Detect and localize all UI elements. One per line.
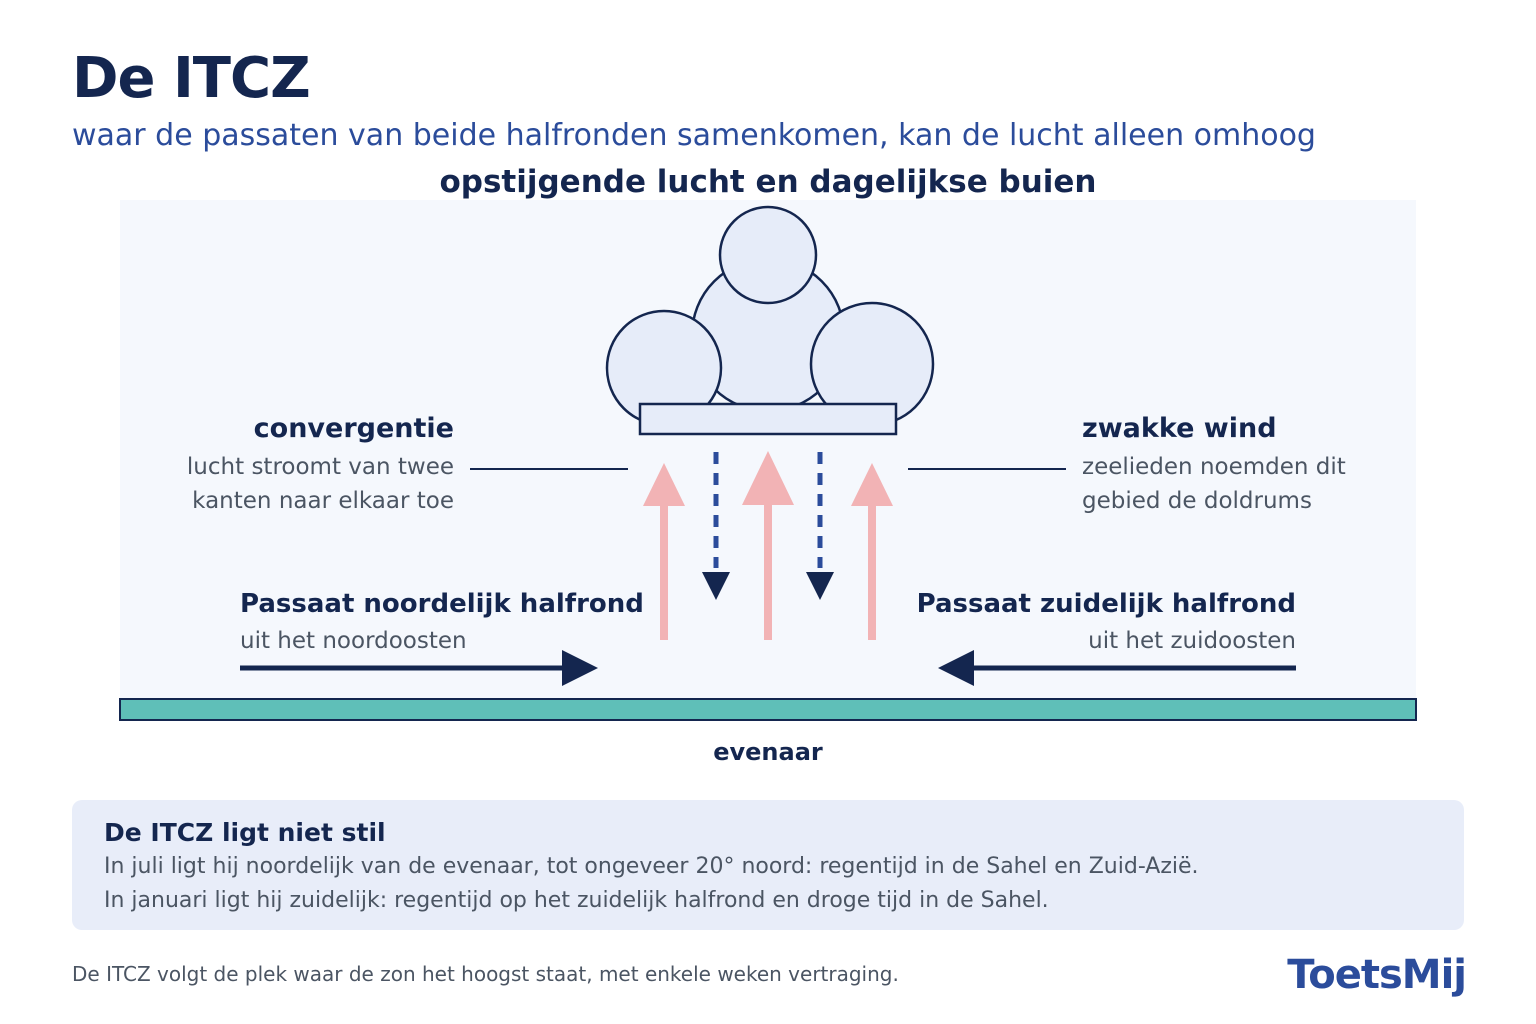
info-line-july: In juli ligt hij noordelijk van de evenaar, tot ongeveer 20° noord: regentijd in de Sahel en Zuid-Azië. [104, 854, 1199, 879]
rising-air-arrows [643, 451, 893, 640]
page-subtitle: waar de passaten van beide halfronden samenkomen, kan de lucht alleen omhoog [72, 118, 1316, 153]
equator-label: evenaar [713, 738, 823, 766]
weak-wind-line-1: zeelieden noemden dit [1082, 454, 1346, 480]
trade-wind-south-text: uit het zuidoosten [1088, 628, 1296, 654]
info-title: De ITCZ ligt niet stil [104, 818, 386, 847]
rising-arrow-center-head [742, 451, 794, 505]
equator-band [120, 699, 1416, 720]
trade-wind-north-text: uit het noordoosten [240, 628, 467, 654]
info-line-january: In januari ligt hij zuidelijk: regentijd op het zuidelijk halfrond en droge tijd in de Sahel. [104, 888, 1049, 913]
convergence-line-1: lucht stroomt van twee [186, 454, 454, 480]
convergence-title: convergentie [253, 413, 454, 444]
cloud-base [640, 404, 896, 434]
trade-wind-north-head [562, 650, 598, 686]
trade-wind-south-title: Passaat zuidelijk halfrond [916, 589, 1296, 619]
cloud-puff-top [720, 207, 816, 303]
info-box [72, 800, 1464, 930]
trade-wind-north-title: Passaat noordelijk halfrond [240, 589, 644, 619]
diagram-heading: opstijgende lucht en dagelijkse buien [439, 164, 1097, 200]
weak-wind-line-2: gebied de doldrums [1082, 488, 1312, 514]
sinking-arrow-right-head [806, 572, 834, 600]
rising-arrow-left-head [643, 463, 685, 506]
sinking-arrow-left-head [702, 572, 730, 600]
rising-arrow-right-head [851, 463, 893, 506]
trade-wind-south-head [938, 650, 974, 686]
brand-logo: ToetsMij [1287, 952, 1466, 998]
footer-note: De ITCZ volgt de plek waar de zon het hoogst staat, met enkele weken vertraging. [72, 962, 899, 986]
cumulonimbus-cloud [607, 207, 933, 434]
weak-wind-title: zwakke wind [1082, 413, 1277, 444]
convergence-line-2: kanten naar elkaar toe [192, 488, 454, 514]
page-title: De ITCZ [72, 46, 310, 111]
